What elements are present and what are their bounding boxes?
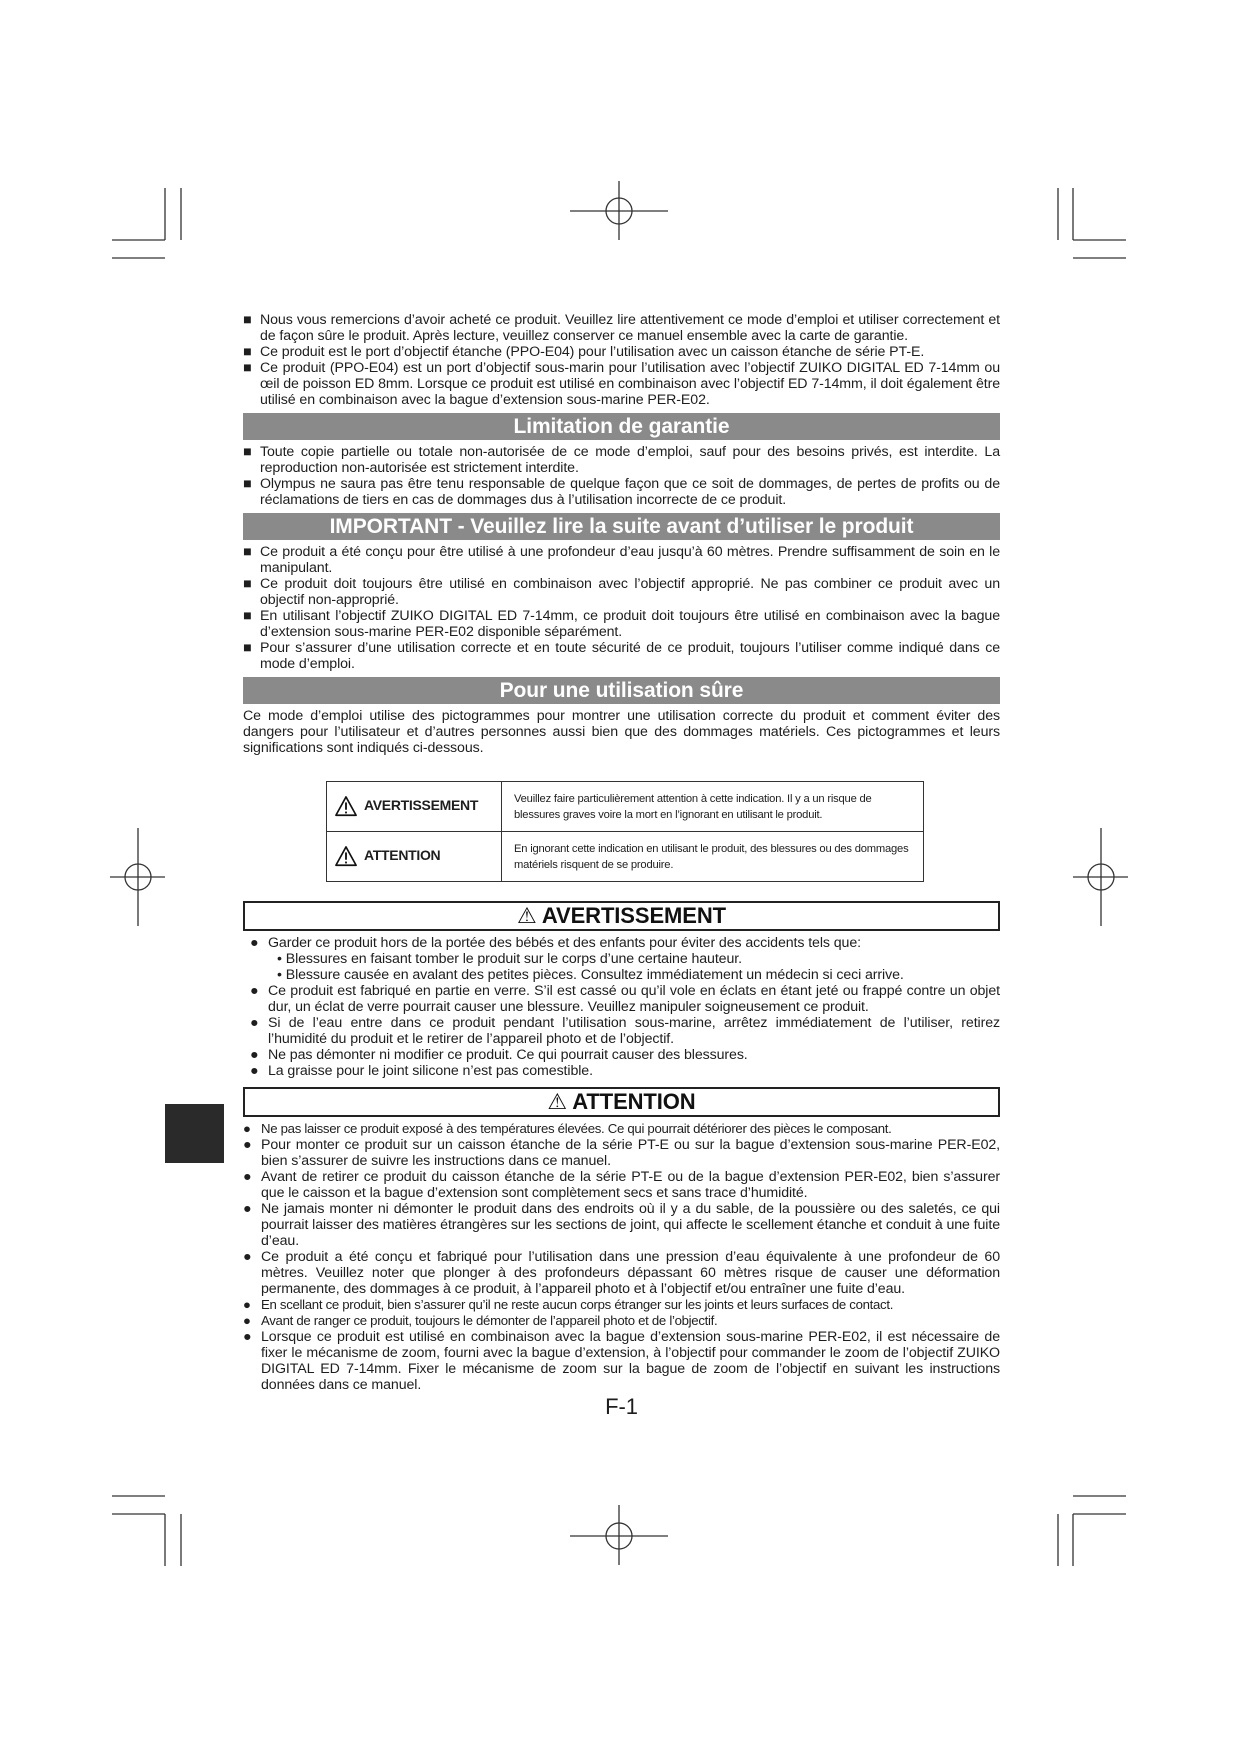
page-number: F-1 [605,1394,638,1419]
warning-heading: ⚠ AVERTISSEMENT [243,901,1000,931]
square-bullet: ■ [243,444,252,460]
round-bullet: ● [250,983,259,999]
page-content [243,312,1000,1419]
caution-icon: ⚠ [547,1089,568,1114]
pictogram-row [327,832,924,882]
safe-use-text: Ce mode d’emploi utilise des pictogrammes pour montrer une utilisation correcte du produit et comment éviter des dangers pour l’utilisateur et d’autres personnes aussi bien que des dommages matériels. Ces pictogrammes et leurs significations sont indiqués ci-dessous. [243,708,1000,756]
important-item: ■ Pour s’assurer d’une utilisation correcte et en toute sécurité de ce produit, toujours l’utiliser comme indiqué dans ce mode d’emploi. [243,640,1000,672]
warning-item: ● La graisse pour le joint silicone n’est pas comestible. [250,1063,593,1079]
round-bullet: ● [243,1297,251,1312]
intro-item: ■ Ce produit (PPO-E04) est un port d’objectif sous-marin pour l’utilisation avec l’objectif ZUIKO DIGITAL ED 7-14mm ou œil de poisson ED 8mm. Lorsque ce produit est utilisé en combinaison avec l’objectif ED 7-14mm, il doit également être utilisé en combinaison avec la bague d’extension sous-marine PER-E02. [243,360,1000,408]
caution-item: ● Avant de retirer ce produit du caisson étanche de la série PT-E ou de la bague d’extension PER-E02, bien s’assurer que le caisson et la bague d’extension sont complètement secs et sans trace d’humidité. [243,1169,1000,1201]
round-bullet: ● [243,1121,251,1136]
square-bullet: ■ [243,476,252,492]
caution-item: ● Lorsque ce produit est utilisé en combinaison avec la bague d’extension sous-marine PER-E02, il est nécessaire de fixer le mécanisme de zoom, fourni avec la bague d’extension, à l’objectif pour commander le zoom de l’objectif ZUIKO DIGITAL ED 7-14mm. Fixer le mécanisme de zoom sur la bague de zoom de l’objectif en suivant les instructions données dans ce manuel. [243,1329,1000,1393]
square-bullet: ■ [243,312,252,328]
round-bullet: ● [243,1169,252,1185]
pictogram-description: Veuillez faire particulièrement attention à cette indication. Il y a un risque de blessures graves voire la mort en l’ignorant en utilisant le produit. [502,782,924,832]
square-bullet: ■ [243,608,252,624]
round-bullet: ● [243,1329,252,1345]
caution-item: ● Ne pas laisser ce produit exposé à des températures élevées. Ce qui pourrait détériorer des pièces le composant. [243,1121,892,1136]
caution-item: ● Avant de ranger ce produit, toujours le démonter de l’appareil photo et de l’objectif. [243,1313,718,1328]
caution-triangle-icon [335,846,357,866]
warning-subitem: • Blessure causée en avalant des petites pièces. Consultez immédiatement un médecin si ceci arrive. [277,967,904,983]
square-bullet: ■ [243,360,252,376]
intro-item: ■ Ce produit est le port d’objectif étanche (PPO-E04) pour l’utilisation avec un caisson étanche de série PT-E. [243,344,925,360]
pictogram-row [327,782,924,832]
warning-icon: ⚠ [517,903,537,928]
pictogram-label: AVERTISSEMENT [364,797,479,814]
intro-item: ■ Nous vous remercions d’avoir acheté ce produit. Veuillez lire attentivement ce mode d’emploi et utiliser correctement et de façon sûre le produit. Après lecture, veuillez conserver ce manuel ensemble avec la carte de garantie. [243,312,1000,344]
square-bullet: ■ [243,576,252,592]
round-bullet: ● [243,1201,252,1217]
section-tab [165,1104,224,1163]
pictogram-description: En ignorant cette indication en utilisant le produit, des blessures ou des dommages matériels risquent de se produire. [502,832,924,882]
important-item: ■ En utilisant l’objectif ZUIKO DIGITAL ED 7-14mm, ce produit doit toujours être utilisé en combinaison avec la bague d’extension sous-marine PER-E02 disponible séparément. [243,608,1000,640]
square-bullet: ■ [243,544,252,560]
round-bullet: ● [250,1015,259,1031]
warning-subitem: • Blessures en faisant tomber le produit sur le corps d’une certaine hauteur. [277,951,742,967]
pictogram-label: ATTENTION [364,847,441,864]
caution-item: ● Ne jamais monter ni démonter le produit dans des endroits où il y a du sable, de la poussière ou des saletés, ce qui pourrait laisser des matières étrangères sur les sections de joint, qui affecte le scellement étanche et conduit à une fuite d’eau. [243,1201,1000,1249]
important-item: ■ Ce produit a été conçu pour être utilisé à une profondeur d’eau jusqu’à 60 mètres. Prendre suffisamment de soin en le manipulant. [243,544,1000,576]
square-bullet: ■ [243,344,252,360]
important-heading: IMPORTANT - Veuillez lire la suite avant d’utiliser le produit [243,513,1000,540]
caution-item: ● En scellant ce produit, bien s’assurer qu’il ne reste aucun corps étranger sur les joints et leurs surfaces de contact. [243,1297,894,1312]
warning-triangle-icon [335,796,357,816]
caution-heading: ⚠ ATTENTION [243,1087,1000,1117]
warning-item: ● Si de l’eau entre dans ce produit pendant l’utilisation sous-marine, arrêtez immédiatement de l’utiliser, retirez l’humidité du produit et le retirer de l’appareil photo et de l’objectif. [250,1015,1000,1047]
warning-item: ● Garder ce produit hors de la portée des bébés et des enfants pour éviter des accidents tels que: [250,935,861,951]
important-item: ■ Ce produit doit toujours être utilisé en combinaison avec l’objectif approprié. Ne pas combiner ce produit avec un objectif non-approprié. [243,576,1000,608]
pictogram-table [326,781,924,882]
warning-item: ● Ce produit est fabriqué en partie en verre. S’il est cassé ou qu’il vole en éclats en étant jeté ou frappé contre un objet dur, un éclat de verre pourrait causer une blessure. Veuillez manipuler soigneusement ce produit. [250,983,1000,1015]
round-bullet: ● [250,1047,259,1063]
warning-item: ● Ne pas démonter ni modifier ce produit. Ce qui pourrait causer des blessures. [250,1047,748,1063]
round-bullet: ● [250,1063,259,1079]
limitation-item: ■ Olympus ne saura pas être tenu responsable de quelque façon que ce soit de dommages, de pertes de profits ou de réclamations de tiers en cas de dommages dus à l’utilisation incorrecte de ce produit. [243,476,1000,508]
caution-item: ● Pour monter ce produit sur un caisson étanche de la série PT-E ou sur la bague d’extension sous-marine PER-E02, bien s’assurer de suivre les instructions dans ce manuel. [243,1137,1000,1169]
round-bullet: ● [243,1313,251,1328]
limitation-item: ■ Toute copie partielle ou totale non-autorisée de ce mode d’emploi, sauf pour des besoins privés, est interdite. La reproduction non-autorisée est strictement interdite. [243,444,1000,476]
round-bullet: ● [243,1249,252,1265]
square-bullet: ■ [243,640,252,656]
limitation-heading: Limitation de garantie [243,413,1000,440]
round-bullet: ● [243,1137,252,1153]
round-bullet: ● [250,935,259,951]
caution-item: ● Ce produit a été conçu et fabriqué pour l’utilisation dans une pression d’eau équivalente à une profondeur de 60 mètres. Veuillez noter que plonger à des profondeurs dépassant 60 mètres risque de causer une déformation permanente, des dommages à ce produit, à l’appareil photo et à l’objectif et/ou entraîner une fuite d’eau. [243,1249,1000,1297]
safe-use-heading: Pour une utilisation sûre [243,677,1000,704]
